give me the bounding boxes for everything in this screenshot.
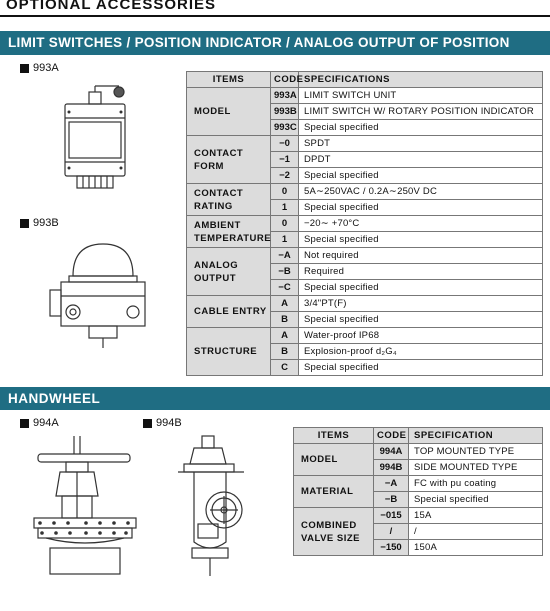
code-cell: 993C [271,120,299,136]
section-banner-handwheel [0,387,550,410]
position-indicator-993b-drawing-icon [45,238,160,353]
table-row [187,88,543,104]
spec-cell: Special specified [299,312,543,328]
code-cell: −C [271,280,299,296]
spec-cell: Special specified [299,120,543,136]
code-cell: 0 [271,184,299,200]
code-cell: 993A [271,88,299,104]
table-row [187,216,543,232]
spec-cell: 15A [409,508,543,524]
spec-cell: Special specified [299,168,543,184]
item-cell-structure: STRUCTURE [187,328,271,376]
spec-cell: LIMIT SWITCH W/ ROTARY POSITION INDICATOR [299,104,543,120]
code-cell: −A [374,476,409,492]
section-heading: LIMIT SWITCHES / POSITION INDICATOR / ANALOG OUTPUT OF POSITION [8,35,510,50]
column-header: SPECIFICATION [409,428,543,444]
code-cell: 0 [271,216,299,232]
code-cell: −B [374,492,409,508]
spec-cell: SPDT [299,136,543,152]
item-cell-ambient-temperature: AMBIENT TEMPERATURE [187,216,271,248]
handwheel-994b-drawing-icon [172,432,257,580]
spec-cell: Special specified [299,200,543,216]
code-cell: C [271,360,299,376]
figure-label-994b: 994B [143,417,182,429]
table-header-row [294,428,543,444]
code-cell: / [374,524,409,540]
code-cell: −B [271,264,299,280]
table-row [187,184,543,200]
square-bullet-icon [20,219,29,228]
spec-cell: 3/4"PT(F) [299,296,543,312]
section-banner-limit-switches [0,31,550,55]
handwheel-spec-table [293,427,543,556]
code-cell: −150 [374,540,409,556]
limit-switch-993a-drawing-icon [55,82,140,192]
title-rule [0,15,550,17]
handwheel-994a-drawing-icon [30,432,140,580]
code-cell: −1 [271,152,299,168]
spec-cell: FC with pu coating [409,476,543,492]
figure-label-993a: 993A [20,62,59,74]
spec-cell: Required [299,264,543,280]
spec-cell: LIMIT SWITCH UNIT [299,88,543,104]
spec-cell: Special specified [299,280,543,296]
table-row [187,328,543,344]
column-header: CODE [271,72,299,88]
spec-cell: Special specified [409,492,543,508]
table-header-row [187,72,543,88]
table-row [294,476,543,492]
column-header: ITEMS [294,428,374,444]
spec-cell: 5A∼250VAC / 0.2A∼250V DC [299,184,543,200]
item-cell-model: MODEL [294,444,374,476]
code-cell: B [271,344,299,360]
section-heading: HANDWHEEL [8,391,101,406]
table-row [187,136,543,152]
table-row [187,296,543,312]
table-row [187,248,543,264]
spec-cell: Not required [299,248,543,264]
limit-switch-spec-table [186,71,543,376]
item-cell-combined-valve-size: COMBINED VALVE SIZE [294,508,374,556]
code-cell: −2 [271,168,299,184]
item-cell-material: MATERIAL [294,476,374,508]
table-row [294,444,543,460]
spec-cell: SIDE MOUNTED TYPE [409,460,543,476]
code-cell: 993B [271,104,299,120]
page-title: OPTIONAL ACCESSORIES [6,0,217,13]
square-bullet-icon [143,419,152,428]
spec-cell: Special specified [299,360,543,376]
code-cell: −015 [374,508,409,524]
spec-cell: TOP MOUNTED TYPE [409,444,543,460]
code-cell: 1 [271,200,299,216]
spec-cell: Explosion-proof d₂G₄ [299,344,543,360]
item-cell-model: MODEL [187,88,271,136]
code-cell: −A [271,248,299,264]
spec-cell: Water-proof IP68 [299,328,543,344]
figure-label-993b: 993B [20,217,59,229]
spec-cell: Special specified [299,232,543,248]
item-cell-analog-output: ANALOG OUTPUT [187,248,271,296]
code-cell: 1 [271,232,299,248]
code-cell: −0 [271,136,299,152]
code-cell: 994B [374,460,409,476]
code-cell: A [271,296,299,312]
table-row [294,508,543,524]
column-header: ITEMS [187,72,271,88]
column-header: SPECIFICATIONS [299,72,543,88]
spec-cell: / [409,524,543,540]
column-header: CODE [374,428,409,444]
code-cell: B [271,312,299,328]
item-cell-contact-form: CONTACT FORM [187,136,271,184]
spec-cell: −20∼ +70°C [299,216,543,232]
code-cell: 994A [374,444,409,460]
item-cell-contact-rating: CONTACT RATING [187,184,271,216]
code-cell: A [271,328,299,344]
square-bullet-icon [20,419,29,428]
item-cell-cable-entry: CABLE ENTRY [187,296,271,328]
square-bullet-icon [20,64,29,73]
spec-cell: DPDT [299,152,543,168]
figure-label-994a: 994A [20,417,59,429]
spec-cell: 150A [409,540,543,556]
